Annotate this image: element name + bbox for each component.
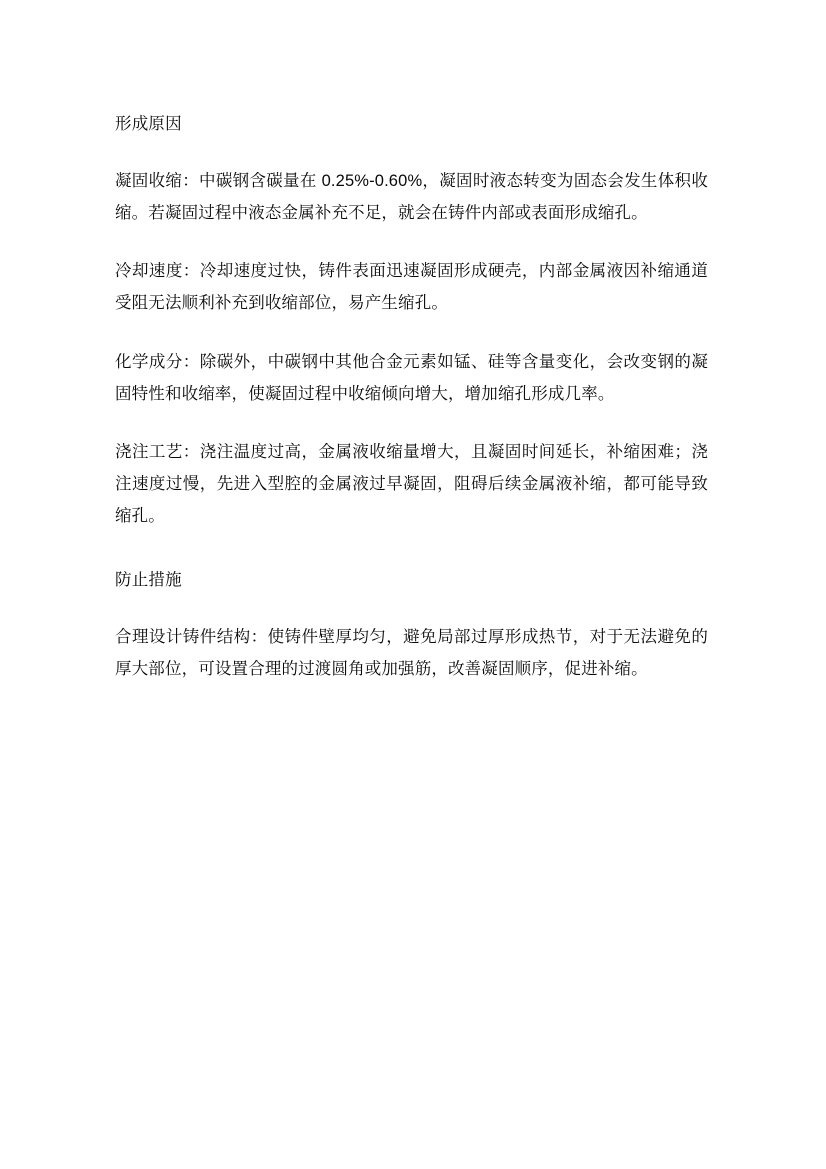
- document-body: [115, 110, 708, 686]
- paragraph-solidification-shrinkage: 凝固收缩：中碳钢含碳量在 0.25%-0.60%，凝固时液态转变为固态会发生体积收缩。若凝固过程中液态金属补充不足，就会在铸件内部或表面形成缩孔。: [115, 171, 708, 223]
- paragraph-chemical-composition: 化学成分：除碳外，中碳钢中其他合金元素如锰、硅等含量变化，会改变钢的凝固特性和收缩率，使凝固过程中收缩倾向增大，增加缩孔形成几率。: [115, 352, 708, 403]
- section-heading-causes: 形成原因: [115, 115, 182, 133]
- paragraph-pouring-process: 浇注工艺：浇注温度过高，金属液收缩量增大，且凝固时间延长，补缩困难；浇注速度过慢，先进入型腔的金属液过早凝固，阻碍后续金属液补缩，都可能导致缩孔。: [115, 442, 708, 526]
- section-heading-prevention: 防止措施: [115, 571, 182, 590]
- paragraph-casting-structure-design: 合理设计铸件结构：使铸件壁厚均匀，避免局部过厚形成热节，对于无法避免的厚大部位，可设置合理的过渡圆角或加强筋，改善凝固顺序，促进补缩。: [115, 628, 708, 679]
- paragraph-cooling-rate: 冷却速度：冷却速度过快，铸件表面迅速凝固形成硬壳，内部金属液因补缩通道受阻无法顺利补充到收缩部位，易产生缩孔。: [115, 262, 708, 313]
